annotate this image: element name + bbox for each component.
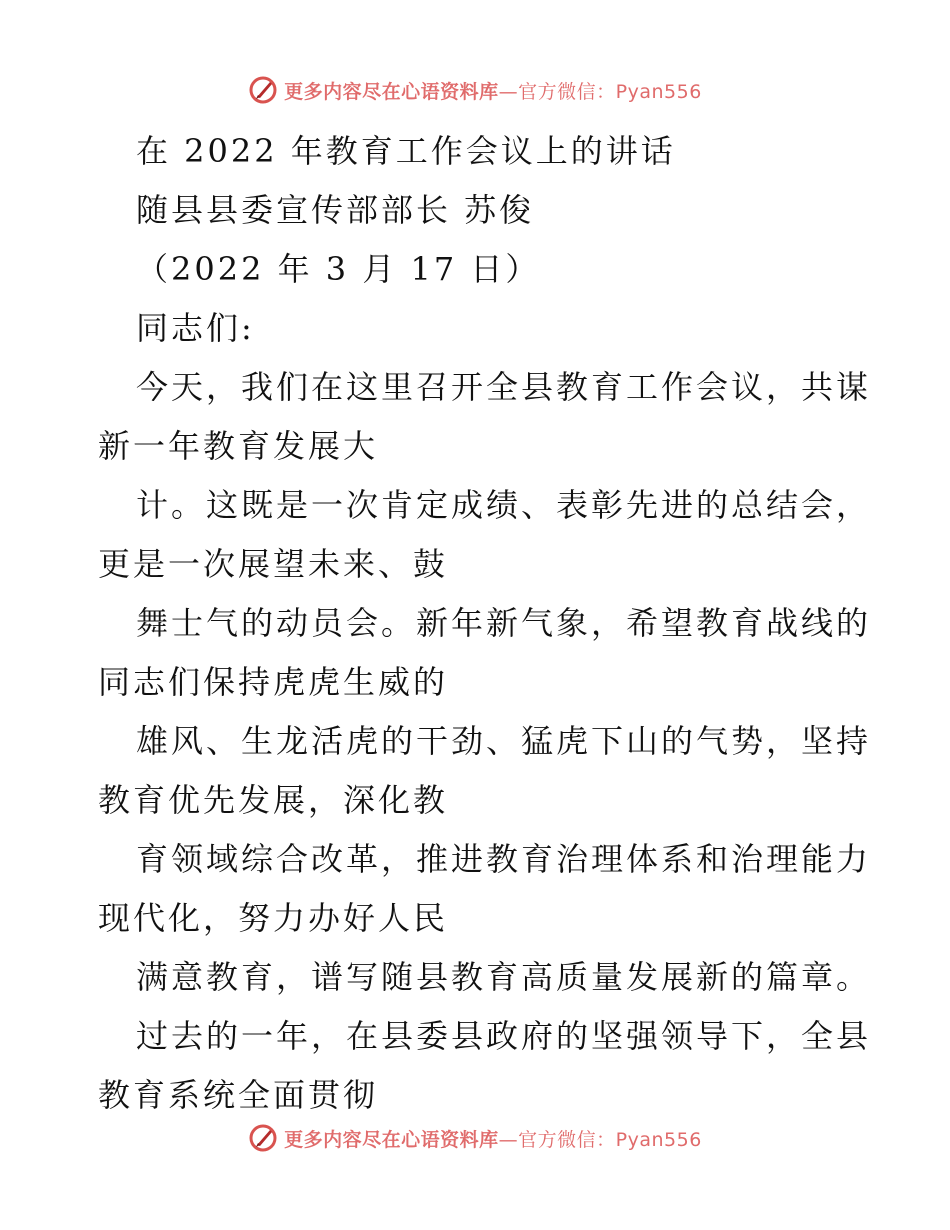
- quill-pen-logo-icon: [248, 1123, 278, 1153]
- text-line: 教育系统全面贯彻: [98, 1076, 379, 1114]
- text-line: 舞士气的动员会。新年新气象，希望教育战线的: [136, 604, 872, 642]
- text-line: 现代化，努力办好人民: [98, 899, 449, 937]
- text-line: 同志们保持虎虎生威的: [98, 663, 449, 701]
- watermark-separator: —: [498, 1128, 519, 1151]
- text-line: 育领域综合改革，推进教育治理体系和治理能力: [136, 840, 872, 878]
- text-line: 雄风、生龙活虎的干劲、猛虎下山的气势，坚持: [136, 722, 872, 760]
- text-line: 计。这既是一次肯定成绩、表彰先进的总结会，: [136, 486, 872, 524]
- speech-title: 在 2022 年教育工作会议上的讲话: [136, 132, 676, 170]
- text-line: 满意教育，谱写随县教育高质量发展新的篇章。: [136, 958, 872, 996]
- quill-pen-logo-icon: [248, 75, 278, 105]
- watermark-contact: 官方微信：Pyan556: [518, 80, 702, 103]
- watermark-title: 更多内容尽在心语资料库: [284, 1128, 499, 1151]
- watermark-separator: —: [498, 80, 519, 103]
- watermark-title: 更多内容尽在心语资料库: [284, 80, 499, 103]
- salutation: 同志们:: [136, 309, 255, 347]
- document-body: [98, 122, 872, 1125]
- speaker-line: 随县县委宣传部部长 苏俊: [136, 191, 535, 229]
- footer-watermark: [0, 1118, 950, 1158]
- text-line: 今天，我们在这里召开全县教育工作会议，共谋: [136, 368, 872, 406]
- header-watermark: [0, 70, 950, 110]
- text-line: 过去的一年，在县委县政府的坚强领导下，全县: [136, 1017, 872, 1055]
- text-line: 新一年教育发展大: [98, 427, 379, 465]
- text-line: 教育优先发展，深化教: [98, 781, 449, 819]
- watermark-text: [284, 77, 702, 104]
- date-line: （2022 年 3 月 17 日）: [136, 250, 541, 288]
- watermark-contact: 官方微信：Pyan556: [518, 1128, 702, 1151]
- text-line: 更是一次展望未来、鼓: [98, 545, 449, 583]
- watermark-text: [284, 1125, 702, 1152]
